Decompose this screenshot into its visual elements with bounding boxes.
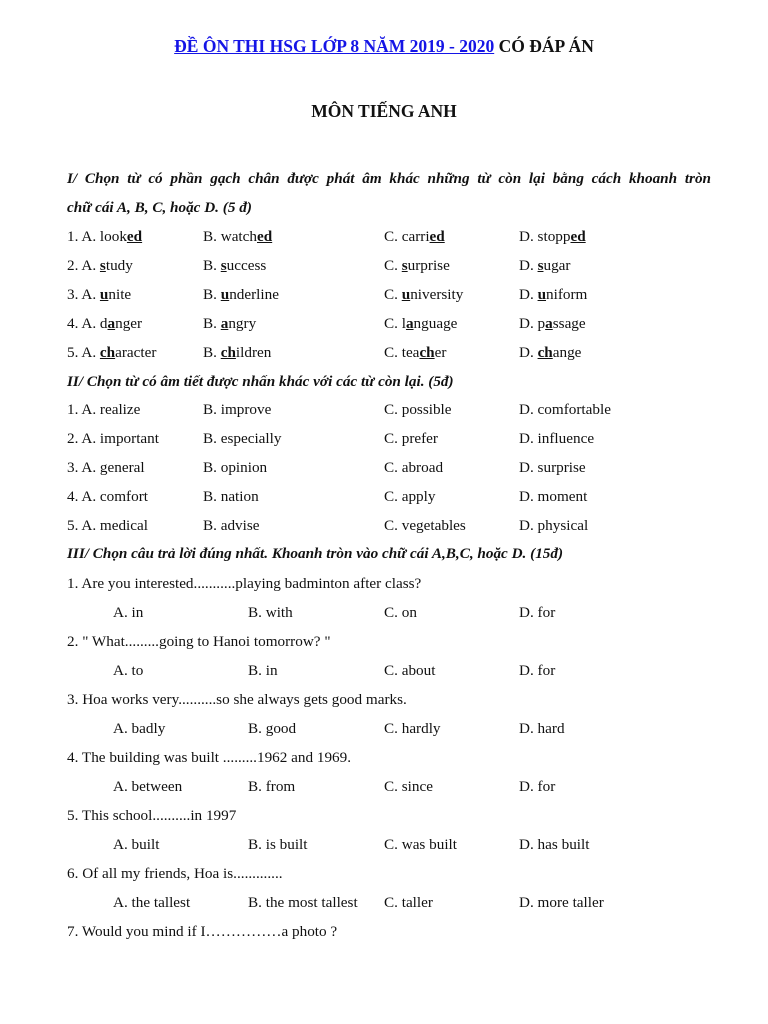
question-text: 4. The building was built .........1962 and 1969. — [67, 749, 352, 766]
answer-option: B. good — [248, 720, 297, 737]
answer-option: D. sugar — [519, 257, 571, 274]
document-title — [0, 36, 768, 57]
answer-option: B. the most tallest — [248, 894, 358, 911]
answer-option: A. built — [113, 836, 160, 853]
question-number-and-option-a: 5. A. character — [67, 344, 157, 361]
answer-option: D. physical — [519, 517, 589, 534]
stress-question-row — [0, 401, 768, 423]
question-number-and-option-a: 3. A. general — [67, 459, 145, 476]
subject-title: MÔN TIẾNG ANH — [311, 101, 457, 121]
answer-option: B. advise — [203, 517, 260, 534]
question-number-and-option-a: 3. A. unite — [67, 286, 132, 303]
answer-options-row — [0, 894, 768, 916]
question-stem — [0, 865, 768, 887]
underlined-part: s — [220, 257, 227, 274]
answer-option: D. for — [519, 662, 556, 679]
title-link[interactable]: ĐỀ ÔN THI HSG LỚP 8 NĂM 2019 - 2020 — [174, 36, 495, 56]
pronunciation-question-row — [0, 228, 768, 250]
answer-option: C. surprise — [384, 257, 450, 274]
underlined-part: ch — [537, 344, 553, 361]
question-number-and-option-a: 2. A. study — [67, 257, 133, 274]
answer-option: A. to — [113, 662, 144, 679]
underlined-part: u — [537, 286, 547, 303]
question-number-and-option-a: 4. A. danger — [67, 315, 143, 332]
underlined-part: ch — [99, 344, 116, 361]
answer-option: D. for — [519, 778, 556, 795]
section1-heading-line1: I/ Chọn từ có phần gạch chân được phát âm khác những từ còn lại bằng cách khoanh tròn — [67, 170, 711, 187]
answer-option: D. has built — [519, 836, 590, 853]
underlined-part: s — [401, 257, 408, 274]
question-stem — [0, 633, 768, 655]
answer-option: C. possible — [384, 401, 452, 418]
answer-option: A. badly — [113, 720, 166, 737]
answer-option: B. angry — [203, 315, 257, 332]
answer-option: B. underline — [203, 286, 279, 303]
underlined-part: u — [220, 286, 230, 303]
underlined-part: u — [401, 286, 411, 303]
answer-option: D. hard — [519, 720, 565, 737]
stress-question-row — [0, 517, 768, 539]
answer-option: B. children — [203, 344, 272, 361]
answer-option: D. change — [519, 344, 582, 361]
answer-option: C. teacher — [384, 344, 447, 361]
answer-option: D. uniform — [519, 286, 588, 303]
pronunciation-question-row — [0, 315, 768, 337]
underlined-part: s — [99, 257, 106, 274]
answer-option: D. passage — [519, 315, 586, 332]
stress-question-row — [0, 488, 768, 510]
answer-options-row — [0, 836, 768, 858]
answer-option: B. from — [248, 778, 296, 795]
underlined-part: ed — [126, 228, 143, 245]
answer-option: B. is built — [248, 836, 308, 853]
answer-option: B. in — [248, 662, 278, 679]
section3-heading: III/ Chọn câu trả lời đúng nhất. Khoanh tròn vào chữ cái A,B,C, hoặc D. (15đ) — [67, 545, 564, 562]
answer-option: C. hardly — [384, 720, 441, 737]
answer-option: C. on — [384, 604, 417, 621]
underlined-part: a — [220, 315, 229, 332]
answer-option: C. prefer — [384, 430, 438, 447]
question-number-and-option-a: 1. A. realize — [67, 401, 141, 418]
question-text: 7. Would you mind if I……………a photo ? — [67, 923, 338, 940]
answer-option: B. improve — [203, 401, 272, 418]
answer-option: C. since — [384, 778, 433, 795]
answer-options-row — [0, 604, 768, 626]
pronunciation-question-row — [0, 344, 768, 366]
title-suffix: CÓ ĐÁP ÁN — [498, 36, 594, 56]
answer-option: B. especially — [203, 430, 282, 447]
question-text: 2. " What.........going to Hanoi tomorrow? " — [67, 633, 331, 650]
underlined-part: a — [405, 315, 414, 332]
question-stem — [0, 749, 768, 771]
question-stem — [0, 807, 768, 829]
answer-options-row — [0, 778, 768, 800]
answer-option: B. success — [203, 257, 267, 274]
question-stem — [0, 575, 768, 597]
answer-option: D. surprise — [519, 459, 586, 476]
stress-question-row — [0, 459, 768, 481]
answer-option: C. was built — [384, 836, 457, 853]
question-stem — [0, 691, 768, 713]
underlined-part: ch — [419, 344, 435, 361]
answer-option: B. watched — [203, 228, 273, 245]
answer-option: D. for — [519, 604, 556, 621]
answer-option: D. stopped — [519, 228, 586, 245]
section2-heading: II/ Chọn từ có âm tiết được nhấn khác với các từ còn lại. (5đ) — [67, 373, 454, 390]
answer-option: C. about — [384, 662, 436, 679]
answer-options-row — [0, 662, 768, 684]
answer-option: A. between — [113, 778, 183, 795]
answer-option: D. influence — [519, 430, 595, 447]
underlined-part: u — [99, 286, 109, 303]
question-text: 3. Hoa works very..........so she always gets good marks. — [67, 691, 407, 708]
stress-question-row — [0, 430, 768, 452]
answer-option: B. nation — [203, 488, 259, 505]
answer-option: B. opinion — [203, 459, 268, 476]
underlined-part: ed — [257, 228, 273, 245]
underlined-part: ch — [220, 344, 236, 361]
answer-option: C. abroad — [384, 459, 444, 476]
underlined-part: a — [545, 315, 553, 332]
question-number-and-option-a: 4. A. comfort — [67, 488, 148, 505]
answer-option: C. university — [384, 286, 464, 303]
question-number-and-option-a: 2. A. important — [67, 430, 159, 447]
question-text: 1. Are you interested...........playing badminton after class? — [67, 575, 422, 592]
question-text: 6. Of all my friends, Hoa is............. — [67, 865, 283, 882]
answer-option: C. language — [384, 315, 458, 332]
pronunciation-question-row — [0, 257, 768, 279]
question-text: 5. This school..........in 1997 — [67, 807, 237, 824]
answer-option: A. the tallest — [113, 894, 191, 911]
answer-option: C. carried — [384, 228, 445, 245]
question-number-and-option-a: 5. A. medical — [67, 517, 148, 534]
underlined-part: ed — [570, 228, 586, 245]
answer-options-row — [0, 720, 768, 742]
answer-option: B. with — [248, 604, 293, 621]
answer-option: C. taller — [384, 894, 433, 911]
pronunciation-question-row — [0, 286, 768, 308]
section1-heading-line2: chữ cái A, B, C, hoặc D. (5 đ) — [67, 199, 252, 216]
answer-option: D. more taller — [519, 894, 604, 911]
question-number-and-option-a: 1. A. looked — [67, 228, 143, 245]
answer-option: A. in — [113, 604, 144, 621]
underlined-part: a — [107, 315, 116, 332]
answer-option: C. vegetables — [384, 517, 466, 534]
underlined-part: ed — [429, 228, 445, 245]
answer-option: C. apply — [384, 488, 436, 505]
answer-option: D. comfortable — [519, 401, 611, 418]
answer-option: D. moment — [519, 488, 588, 505]
underlined-part: s — [537, 257, 544, 274]
question-stem — [0, 923, 768, 945]
